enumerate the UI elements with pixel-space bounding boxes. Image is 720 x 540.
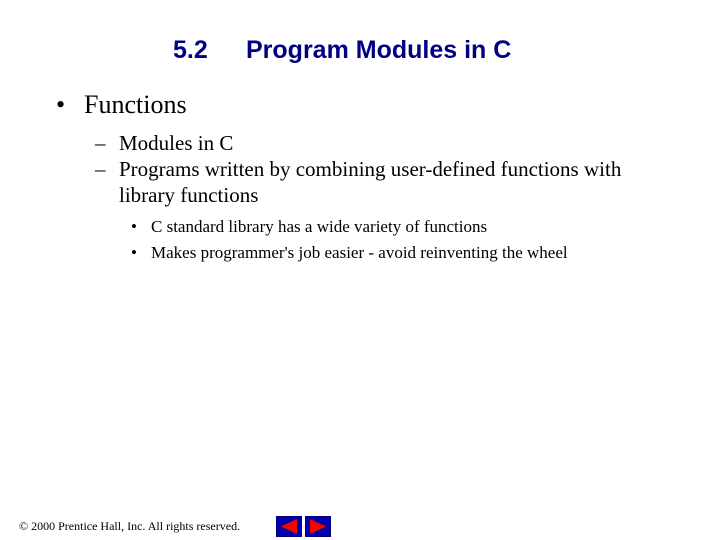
dash-marker: – (95, 157, 106, 181)
slide-content (0, 88, 720, 266)
sub-bullet-programs (95, 156, 659, 208)
bullet-text: Functions (84, 90, 187, 119)
subsub-bullet-text: Makes programmer's job easier - avoid reinventing the wheel (151, 243, 568, 262)
subsub-bullet-text: C standard library has a wide variety of functions (151, 217, 488, 236)
triangle-right-icon (306, 517, 330, 536)
bullet-marker: • (56, 90, 66, 119)
sub-bullet-text: Modules in C (119, 131, 234, 155)
sub-bullet-text: Programs written by combining user-defined functions with library functions (119, 157, 622, 207)
slide-title (0, 32, 720, 72)
bullet-marker: • (131, 243, 137, 262)
title-text: Program Modules in C (246, 36, 512, 64)
dash-marker: – (95, 131, 106, 155)
copyright-notice: © 2000 Prentice Hall, Inc. All rights reserved. (19, 519, 241, 533)
section-number: 5.2 (173, 36, 208, 64)
sub-bullet-modules (95, 130, 659, 156)
next-slide-button[interactable] (305, 516, 331, 537)
bullet-functions (56, 88, 720, 122)
subsub-bullet-library (131, 214, 720, 240)
subsub-bullet-easier (131, 240, 720, 266)
bullet-marker: • (131, 217, 137, 236)
triangle-left-icon (277, 517, 301, 536)
previous-slide-button[interactable] (276, 516, 302, 537)
